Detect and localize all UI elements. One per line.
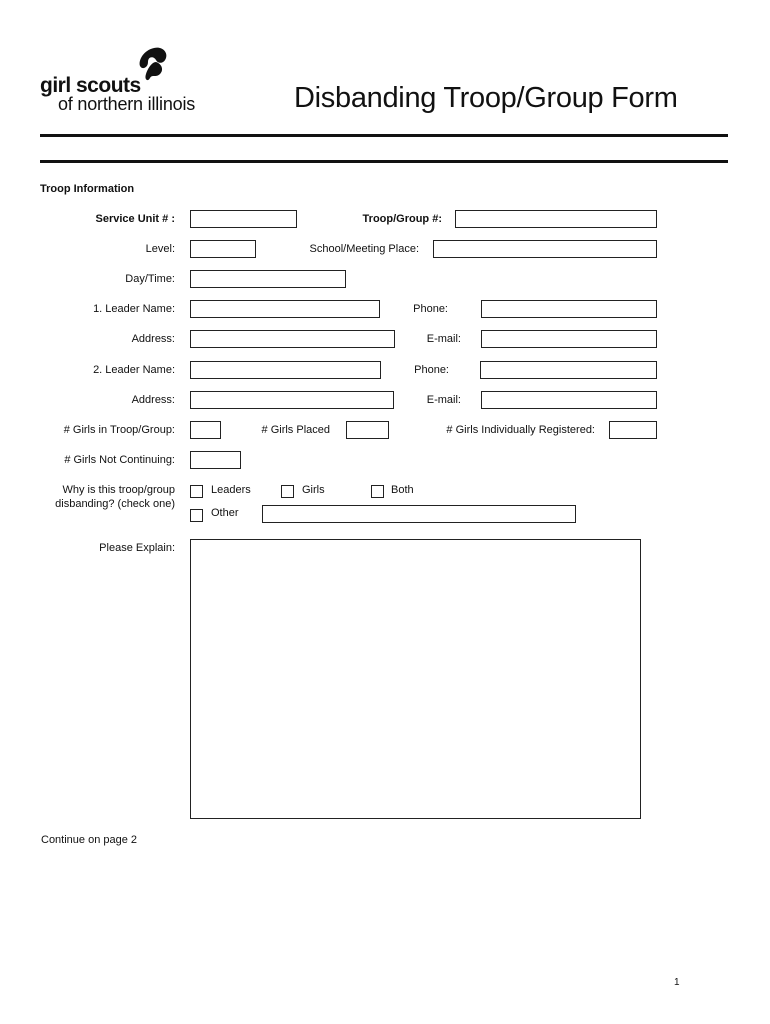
troop-group-label: Troop/Group #: bbox=[362, 213, 442, 225]
other-checkbox[interactable] bbox=[190, 509, 203, 522]
leader1-email-label: E-mail: bbox=[426, 333, 461, 345]
please-explain-textarea[interactable] bbox=[190, 539, 641, 819]
leaders-checkbox[interactable] bbox=[190, 485, 203, 498]
both-option-label: Both bbox=[391, 484, 414, 496]
leader1-name-field[interactable] bbox=[190, 300, 380, 318]
form-title: Disbanding Troop/Group Form bbox=[294, 82, 678, 114]
why-disbanding-label-line1: Why is this troop/group bbox=[62, 484, 175, 496]
leader2-email-field[interactable] bbox=[481, 391, 657, 409]
please-explain-label: Please Explain: bbox=[99, 542, 175, 554]
leader2-name-field[interactable] bbox=[190, 361, 381, 379]
other-reason-field[interactable] bbox=[262, 505, 576, 523]
girls-placed-field[interactable] bbox=[346, 421, 389, 439]
leader1-phone-label: Phone: bbox=[413, 303, 448, 315]
leader1-phone-field[interactable] bbox=[481, 300, 657, 318]
leader2-address-field[interactable] bbox=[190, 391, 394, 409]
girls-placed-label: # Girls Placed bbox=[261, 424, 330, 436]
logo-text-main: girl scouts bbox=[40, 74, 141, 97]
girls-individually-field[interactable] bbox=[609, 421, 657, 439]
leaders-option-label: Leaders bbox=[211, 484, 251, 496]
day-time-field[interactable] bbox=[190, 270, 346, 288]
girls-in-troop-label: # Girls in Troop/Group: bbox=[63, 424, 175, 436]
leader2-email-label: E-mail: bbox=[426, 394, 461, 406]
service-unit-field[interactable] bbox=[190, 210, 297, 228]
leader2-phone-field[interactable] bbox=[480, 361, 657, 379]
girls-not-continuing-label: # Girls Not Continuing: bbox=[64, 454, 175, 466]
other-option-label: Other bbox=[211, 507, 239, 519]
leader2-phone-label: Phone: bbox=[414, 364, 449, 376]
leader1-email-field[interactable] bbox=[481, 330, 657, 348]
continue-note: Continue on page 2 bbox=[41, 834, 138, 846]
day-time-label: Day/Time: bbox=[125, 273, 175, 285]
logo-text-sub: of northern illinois bbox=[58, 94, 196, 114]
girls-checkbox[interactable] bbox=[281, 485, 294, 498]
leader1-address-field[interactable] bbox=[190, 330, 395, 348]
girls-option-label: Girls bbox=[302, 484, 325, 496]
girls-in-troop-field[interactable] bbox=[190, 421, 221, 439]
section-heading: Troop Information bbox=[40, 183, 135, 195]
level-label: Level: bbox=[145, 243, 175, 255]
troop-group-field[interactable] bbox=[455, 210, 657, 228]
level-field[interactable] bbox=[190, 240, 256, 258]
header-rule-bottom bbox=[40, 160, 728, 163]
both-checkbox[interactable] bbox=[371, 485, 384, 498]
leader1-address-label: Address: bbox=[131, 333, 175, 345]
leader2-name-label: 2. Leader Name: bbox=[93, 364, 175, 376]
leader2-address-label: Address: bbox=[131, 394, 175, 406]
leader1-name-label: 1. Leader Name: bbox=[93, 303, 175, 315]
girls-not-continuing-field[interactable] bbox=[190, 451, 241, 469]
why-disbanding-label-line2: disbanding? (check one) bbox=[55, 498, 175, 510]
header-rule-top bbox=[40, 134, 728, 137]
page-number: 1 bbox=[674, 977, 680, 988]
school-meeting-label: School/Meeting Place: bbox=[309, 243, 419, 255]
school-meeting-field[interactable] bbox=[433, 240, 657, 258]
girls-individually-label: # Girls Individually Registered: bbox=[446, 424, 595, 436]
service-unit-label: Service Unit # : bbox=[95, 213, 175, 225]
